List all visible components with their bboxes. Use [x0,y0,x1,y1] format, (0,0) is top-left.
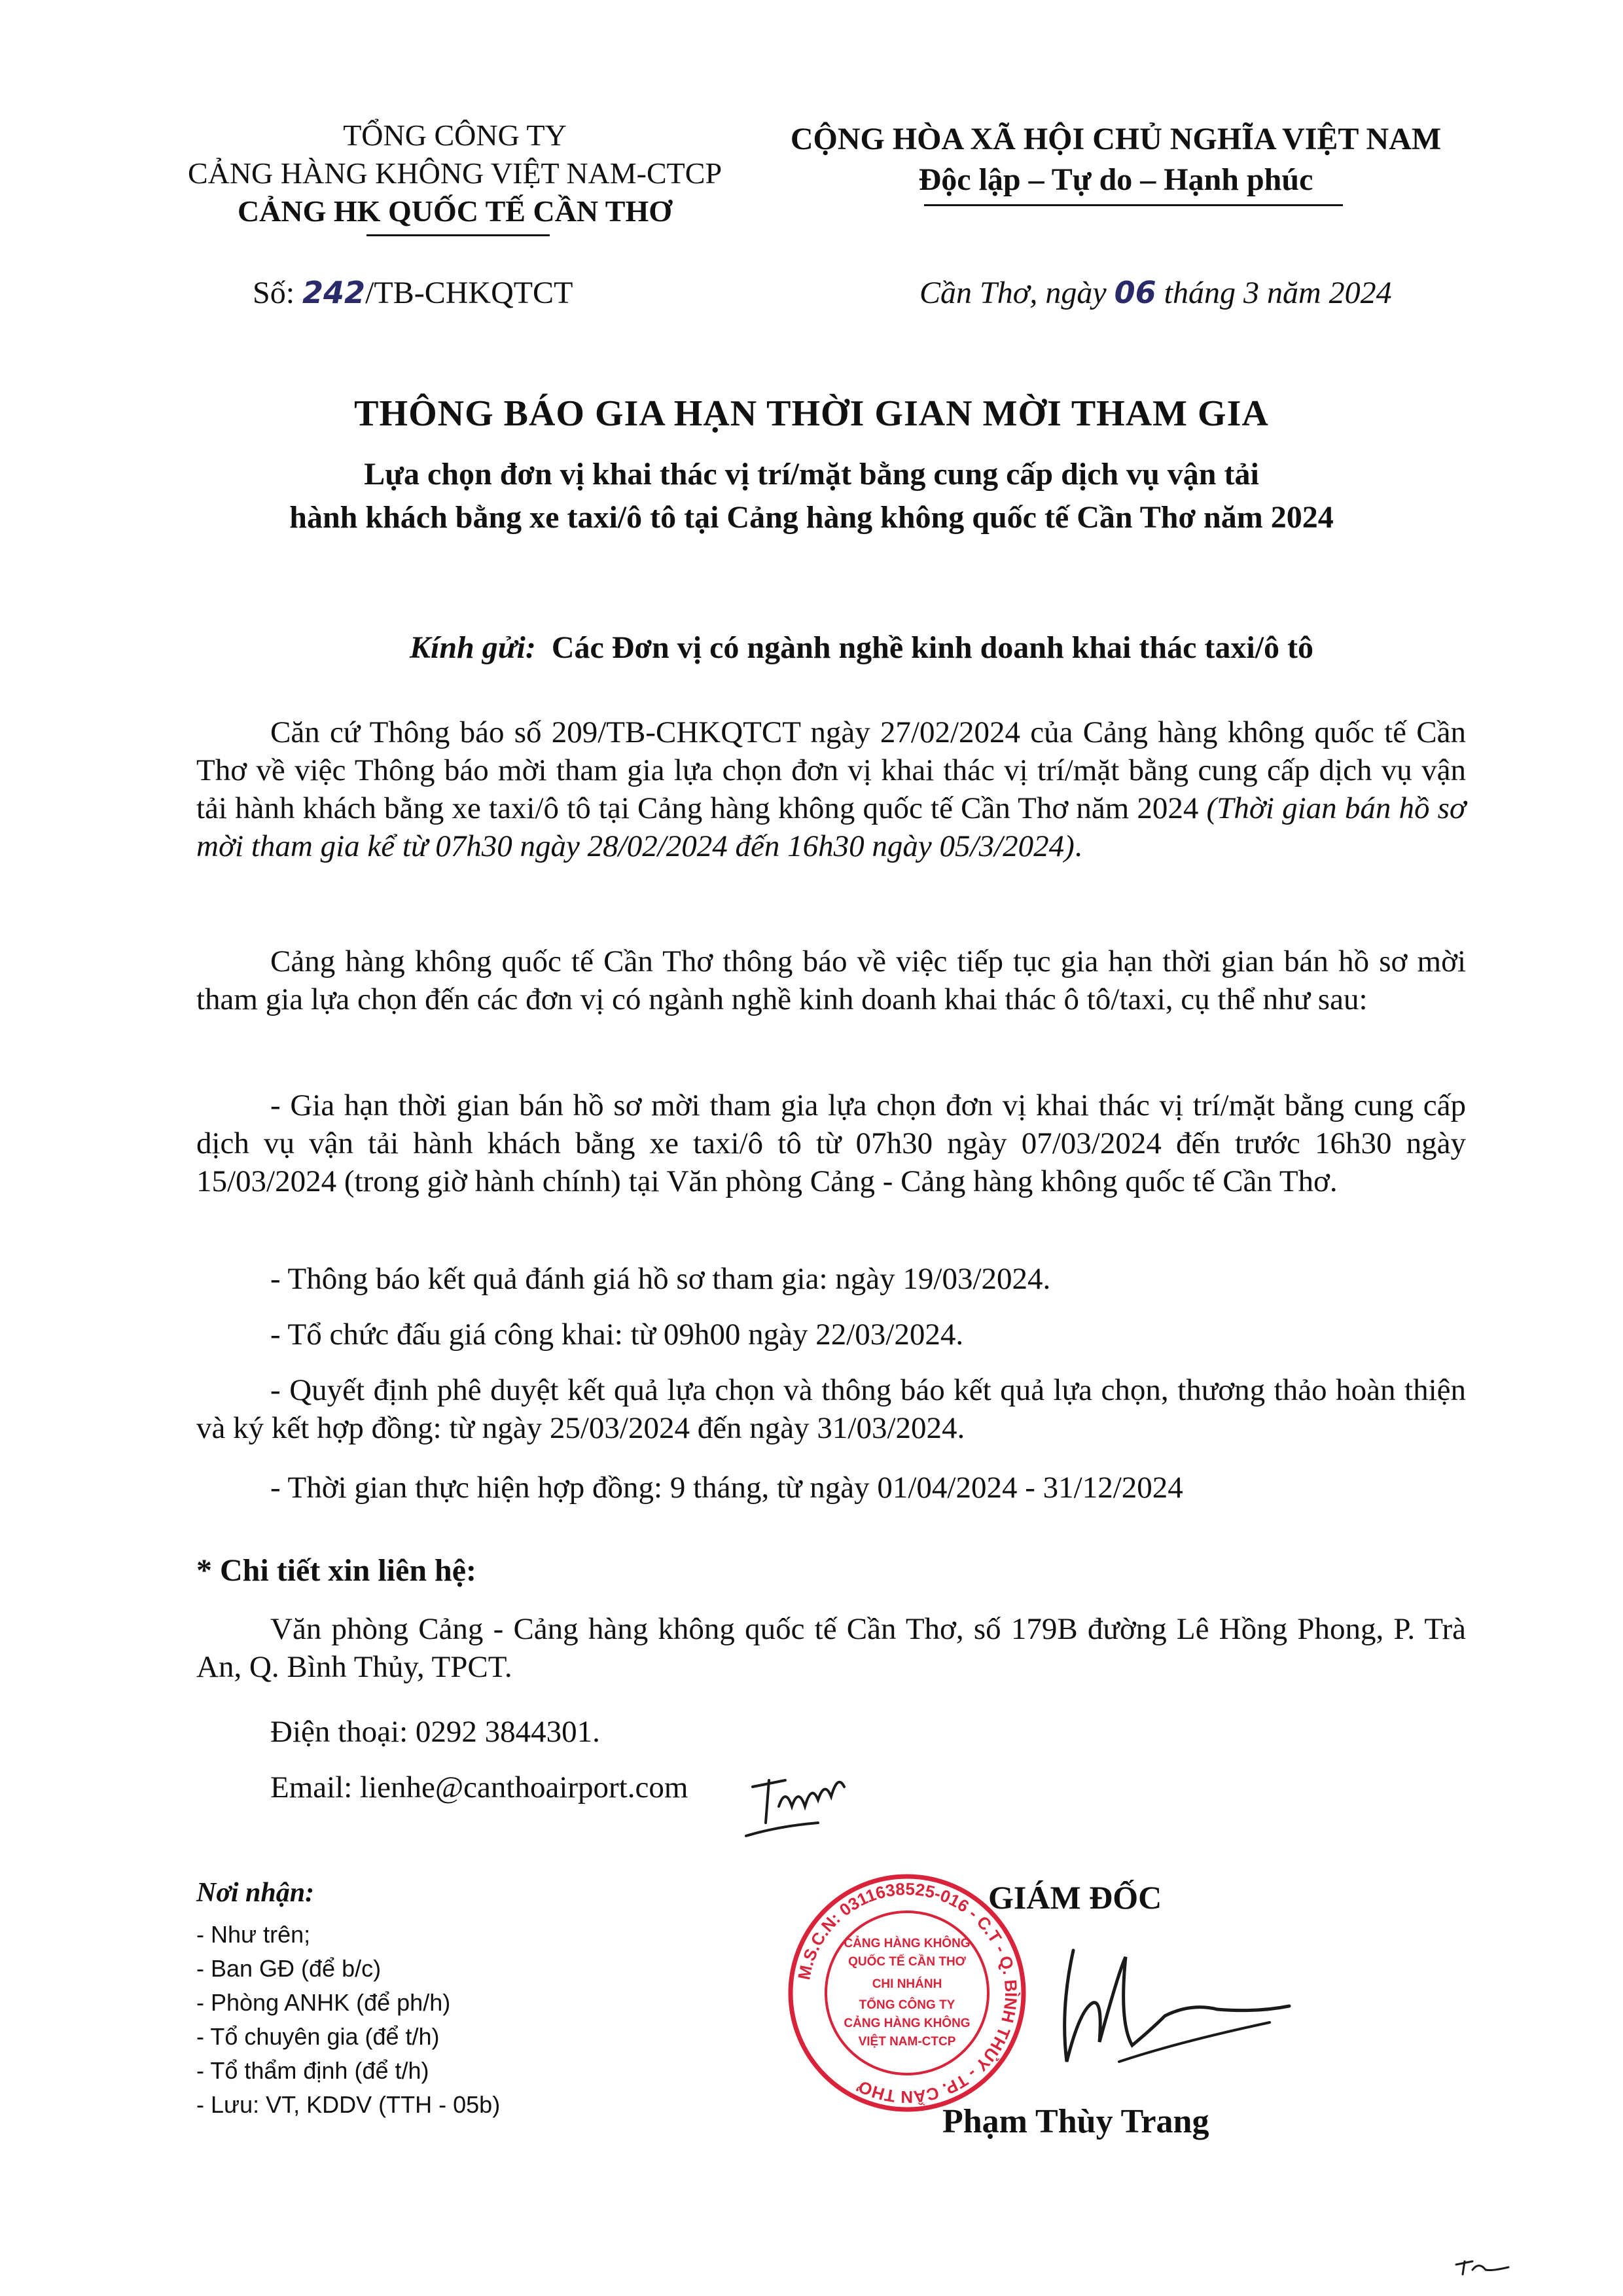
number-prefix: Số: [253,276,303,310]
national-header [753,119,1479,200]
bullet-contract-period [196,1469,1466,1507]
contact-address-text: Văn phòng Cảng - Cảng hàng không quốc tế Cần Thơ, số 179B đường Lê Hồng Phong, P. Trà An, Q. Bình Thủy, TPCT. [196,1612,1466,1684]
national-title: CỘNG HÒA XÃ HỘI CHỦ NGHĨA VIỆT NAM [790,122,1442,156]
document-subtitle [196,453,1427,539]
b1-text: - Gia hạn thời gian bán hồ sơ mời tham gia lựa chọn đơn vị khai thác vị trí/mặt bằng cung cấp dịch vụ vận tải hành khách bằng xe taxi/ô tô từ 07h30 ngày 07/03/2024 đến trước 16h30 ngày 15/03/2024 (trong giờ hành chính) tại Văn phòng Cảng - Cảng hàng không quốc tế Cần Thơ. [196,1088,1466,1198]
initial-signature-icon [740,1761,857,1846]
distribution-title: Nơi nhận: [196,1878,315,1908]
issuer-parent: TỔNG CÔNG TY [343,118,567,152]
svg-text:QUỐC TẾ CẦN THƠ: QUỐC TẾ CẦN THƠ [848,1955,966,1969]
official-seal-icon [783,1869,1031,2117]
list-item: - Tổ chuyên gia (để t/h) [196,2023,440,2050]
contact-phone-text: Điện thoại: 0292 3844301. [270,1715,600,1749]
body-paragraph-1 [196,713,1466,865]
b3-text: - Tổ chức đấu giá công khai: từ 09h00 ngày 22/03/2024. [270,1318,964,1352]
date-place: Cần Thơ, ngày [919,276,1115,310]
svg-text:VIỆT NAM-CTCP: VIỆT NAM-CTCP [858,2035,956,2049]
bullet-result [196,1260,1466,1298]
number-handwritten: 242 [302,275,366,310]
contact-email-text: Email: lienhe@canthoairport.com [270,1770,688,1804]
list-item: - Lưu: VT, KDDV (TTH - 05b) [196,2091,501,2118]
document-title: THÔNG BÁO GIA HẠN THỜI GIAN MỜI THAM GIA [354,393,1269,434]
list-item: - Ban GĐ (để b/c) [196,1955,382,1982]
director-signature-icon [1021,1931,1296,2101]
national-motto: Độc lập – Tự do – Hạnh phúc [918,162,1313,197]
b2-text: - Thông báo kết quả đánh giá hồ sơ tham gia: ngày 19/03/2024. [270,1262,1051,1296]
issuer-unit: CẢNG HK QUỐC TẾ CẦN THƠ [237,194,673,228]
contact-heading: * Chi tiết xin liên hệ: [196,1553,476,1588]
b5-text: - Thời gian thực hiện hợp đồng: 9 tháng, từ ngày 01/04/2024 - 31/12/2024 [270,1471,1183,1505]
addressee [410,630,1313,666]
svg-text:CHI NHÁNH: CHI NHÁNH [872,1977,942,1991]
issuer-underline [366,234,550,236]
b4-text: - Quyết định phê duyệt kết quả lựa chọn và thông báo kết quả lựa chọn, thương thảo hoàn thiện và ký kết hợp đồng: từ ngày 25/03/2024 đến ngày 31/03/2024. [196,1373,1466,1445]
p2-text: Cảng hàng không quốc tế Cần Thơ thông báo về việc tiếp tục gia hạn thời gian bán hồ sơ mời tham gia lựa chọn đến các đơn vị có ngành nghề kinh doanh khai thác ô tô/taxi, cụ thể như sau: [196,944,1466,1016]
list-item: - Phòng ANHK (để ph/h) [196,1989,451,2016]
issuer-header [151,117,759,230]
p1-italic: (Thời gian bán hồ sơ mời tham gia kể từ 07h30 ngày 28/02/2024 đến 16h30 ngày 05/3/2024) [196,791,1466,863]
list-item: - Như trên; [196,1921,311,1948]
date-month-year: tháng 3 năm 2024 [1156,276,1392,310]
corner-initial-icon [1453,2251,1512,2278]
signer-name: Phạm Thùy Trang [942,2103,1209,2140]
p1-end: . [1074,829,1082,863]
subtitle-line-1: Lựa chọn đơn vị khai thác vị trí/mặt bằng cung cấp dịch vụ vận tải [364,457,1259,492]
bullet-decision [196,1371,1466,1447]
svg-text:CẢNG HÀNG KHÔNG: CẢNG HÀNG KHÔNG [844,2017,971,2030]
document-number [253,275,573,311]
addressee-label: Kính gửi: [410,630,536,665]
motto-underline [924,204,1343,206]
distribution-list [196,1918,500,2122]
list-item: - Tổ thẩm định (để t/h) [196,2057,429,2084]
bullet-extension [196,1086,1466,1200]
contact-address [196,1610,1466,1686]
issuer-corporation: CẢNG HÀNG KHÔNG VIỆT NAM-CTCP [187,156,722,190]
date-day-handwritten: 06 [1114,275,1156,310]
number-suffix: /TB-CHKQTCT [365,276,573,310]
svg-text:M.S.C.N: 0311638525-016 - C.T: M.S.C.N: 0311638525-016 - C.T - Q. BÌNH THỦY - TP. CẦN THƠ [794,1878,1022,2108]
svg-text:TỔNG CÔNG TY: TỔNG CÔNG TY [859,1998,955,2012]
document-date [919,275,1392,311]
svg-text:CẢNG HÀNG KHÔNG: CẢNG HÀNG KHÔNG [844,1937,971,1950]
body-paragraph-2 [196,942,1466,1018]
addressee-text: Các Đơn vị có ngành nghề kinh doanh khai thác taxi/ô tô [551,630,1314,665]
signer-position: GIÁM ĐỐC [988,1879,1162,1916]
bullet-auction [196,1316,1466,1354]
p1-text: Căn cứ Thông báo số 209/TB-CHKQTCT ngày 27/02/2024 của Cảng hàng không quốc tế Cần Thơ về việc Thông báo mời tham gia lựa chọn đơn vị khai thác vị trí/mặt bằng cung cấp dịch vụ vận tải hành khách bằng xe taxi/ô tô tại Cảng hàng không quốc tế Cần Thơ năm 2024 [196,715,1466,825]
subtitle-line-2: hành khách bằng xe taxi/ô tô tại Cảng hàng không quốc tế Cần Thơ năm 2024 [289,500,1334,535]
contact-phone [196,1713,1466,1751]
